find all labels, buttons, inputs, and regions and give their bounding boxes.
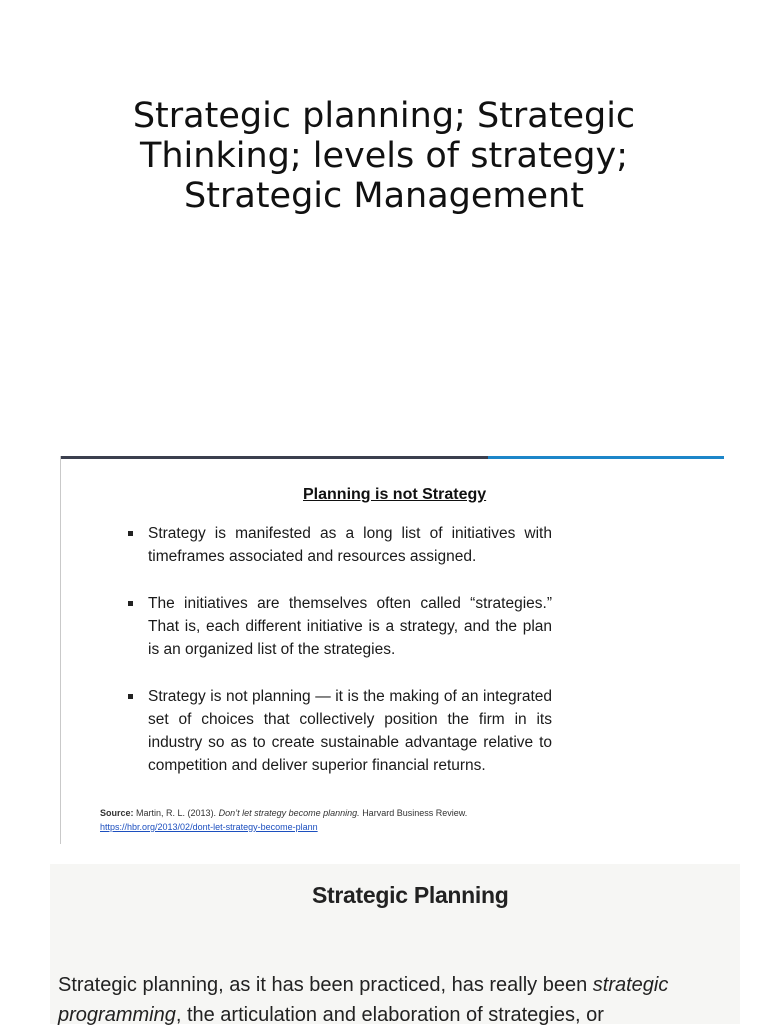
bullet-text: Strategy is manifested as a long list of initiatives with timeframes associated and resources assigned.: [148, 525, 552, 565]
slide-bullet-list: [124, 522, 552, 801]
slide-heading: Planning is not Strategy: [303, 486, 487, 503]
slide-bullet-2: [124, 592, 552, 661]
document-title: [60, 96, 708, 216]
panel-heading: Strategic Planning: [312, 882, 509, 908]
panel-paragraph: [58, 970, 708, 1030]
source-authors: Martin, R. L. (2013).: [136, 808, 217, 818]
bullet-text: The initiatives are themselves often called “strategies.” That is, each different initiative is a strategy, and the plan is an organized list of the strategies.: [148, 595, 552, 658]
strategic-planning-panel: [50, 864, 740, 1024]
title-line-1: Strategic planning; Strategic: [132, 96, 636, 136]
panel-text-italic: strategic programming: [58, 974, 669, 1026]
panel-text-after: , the articulation and elaboration of strategies, or: [175, 1004, 604, 1026]
bullet-square-icon: [128, 601, 133, 606]
panel-text-before: Strategic planning, as it has been practiced, has really been: [58, 974, 593, 996]
bullet-text: Strategy is not planning — it is the making of an integrated set of choices that collectively position the firm in its industry so as to create sustainable advantage relative to competition and deliver superior financial returns.: [148, 688, 552, 774]
slide-planning-not-strategy: [60, 456, 724, 844]
slide-top-rule: [60, 456, 724, 459]
bullet-square-icon: [128, 531, 133, 536]
slide-left-border: [60, 456, 61, 844]
source-label: Source:: [100, 808, 134, 818]
slide-bullet-3: [124, 685, 552, 777]
slide-source-citation: [100, 806, 500, 834]
title-line-2: Thinking; levels of strategy;: [139, 136, 628, 176]
slide-bullet-1: [124, 522, 552, 568]
source-link[interactable]: https://hbr.org/2013/02/dont-let-strategy-become-plann: [100, 822, 318, 832]
source-article: Don’t let strategy become planning.: [218, 808, 360, 818]
bullet-square-icon: [128, 694, 133, 699]
source-publisher: Harvard Business Review.: [362, 808, 468, 818]
title-line-3: Strategic Management: [184, 176, 584, 216]
